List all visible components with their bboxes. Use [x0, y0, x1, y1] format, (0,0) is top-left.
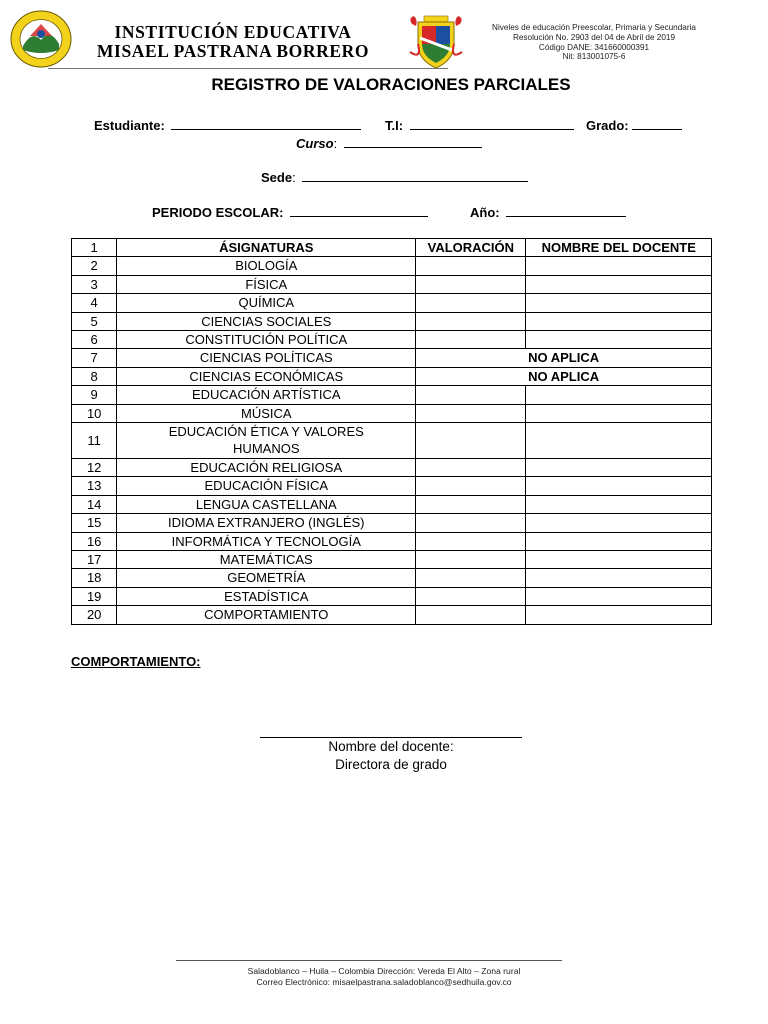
row-number: 14	[72, 495, 117, 513]
table-row	[72, 550, 712, 568]
table-row	[72, 587, 712, 605]
grade-cell[interactable]	[416, 404, 526, 422]
table-row	[72, 386, 712, 404]
row-number: 2	[72, 257, 117, 275]
id-label: T.I:	[385, 118, 404, 133]
course-blank[interactable]	[344, 136, 482, 148]
table-row	[72, 606, 712, 624]
teacher-name-cell[interactable]	[526, 331, 712, 349]
grade-cell[interactable]	[416, 294, 526, 312]
subject-name: MATEMÁTICAS	[117, 550, 416, 568]
header-subjects: ÁSIGNATURAS	[117, 239, 416, 257]
school-period-field	[152, 205, 428, 220]
row-number: 18	[72, 569, 117, 587]
teacher-name-cell[interactable]	[526, 569, 712, 587]
table-row	[72, 367, 712, 385]
course-colon: :	[333, 136, 338, 151]
row-number: 16	[72, 532, 117, 550]
year-label: Año:	[470, 205, 500, 220]
grade-cell[interactable]	[416, 423, 526, 459]
subject-name: GEOMETRÍA	[117, 569, 416, 587]
row-number: 6	[72, 331, 117, 349]
teacher-name-cell[interactable]	[526, 514, 712, 532]
institution-info	[478, 23, 710, 62]
campus-blank[interactable]	[302, 170, 528, 182]
institution-name-line1: INSTITUCIÓN EDUCATIVA	[114, 22, 352, 42]
grade-cell[interactable]	[416, 606, 526, 624]
subject-name: INFORMÁTICA Y TECNOLOGÍA	[117, 532, 416, 550]
document-title: REGISTRO DE VALORACIONES PARCIALES	[211, 75, 571, 94]
footer-address: Saladoblanco – Huila – Colombia Dirección: Vereda El Alto – Zona rural	[247, 966, 521, 976]
grade-cell[interactable]	[416, 312, 526, 330]
table-row	[72, 514, 712, 532]
grade-cell[interactable]	[416, 257, 526, 275]
grade-cell[interactable]	[416, 331, 526, 349]
table-row	[72, 275, 712, 293]
row-number: 12	[72, 458, 117, 476]
subject-name: CONSTITUCIÓN POLÍTICA	[117, 331, 416, 349]
header-teacher: NOMBRE DEL DOCENTE	[526, 239, 712, 257]
grade-cell[interactable]	[416, 514, 526, 532]
teacher-name-cell[interactable]	[526, 495, 712, 513]
teacher-name-label: Nombre del docente:	[328, 739, 454, 754]
grade-level-blank[interactable]	[632, 118, 682, 130]
info-dane-code: Código DANE: 341660000391	[538, 42, 650, 52]
teacher-name-cell[interactable]	[526, 312, 712, 330]
grade-cell[interactable]	[416, 386, 526, 404]
subject-name: BIOLOGÍA	[117, 257, 416, 275]
teacher-name-cell[interactable]	[526, 587, 712, 605]
grade-cell[interactable]	[416, 569, 526, 587]
table-row	[72, 569, 712, 587]
id-blank[interactable]	[410, 118, 574, 130]
course-label: Curso	[296, 136, 334, 151]
table-header-row	[72, 239, 712, 257]
row-number: 8	[72, 367, 117, 385]
row-number: 4	[72, 294, 117, 312]
subject-name: CIENCIAS POLÍTICAS	[117, 349, 416, 367]
grade-cell[interactable]	[416, 477, 526, 495]
table-row	[72, 294, 712, 312]
subject-name: MÚSICA	[117, 404, 416, 422]
campus-field	[261, 170, 528, 185]
table-row	[72, 532, 712, 550]
not-applicable-note: NO APLICA	[416, 367, 712, 385]
table-row	[72, 458, 712, 476]
school-seal-logo	[10, 10, 72, 68]
table-row	[72, 423, 712, 459]
grade-cell[interactable]	[416, 275, 526, 293]
subject-name: CIENCIAS ECONÓMICAS	[117, 367, 416, 385]
school-period-blank[interactable]	[290, 205, 428, 217]
table-row	[72, 312, 712, 330]
id-field	[385, 118, 574, 133]
table-row	[72, 331, 712, 349]
grades-table	[71, 238, 712, 625]
header-number: 1	[72, 239, 117, 257]
campus-label: Sede	[261, 170, 293, 185]
teacher-name-cell[interactable]	[526, 477, 712, 495]
row-number: 7	[72, 349, 117, 367]
subject-name: QUÍMICA	[117, 294, 416, 312]
header-grade: VALORACIÓN	[416, 239, 526, 257]
subject-name: EDUCACIÓN FÍSICA	[117, 477, 416, 495]
table-row	[72, 477, 712, 495]
table-row	[72, 404, 712, 422]
subject-name: LENGUA CASTELLANA	[117, 495, 416, 513]
row-number: 11	[72, 423, 117, 459]
grade-cell[interactable]	[416, 495, 526, 513]
info-levels: Niveles de educación Preescolar, Primaria y Secundaria	[492, 23, 696, 32]
teacher-name-cell[interactable]	[526, 550, 712, 568]
info-resolution: Resolución No. 2903 del 04 de Abril de 2019	[512, 32, 676, 42]
grade-level-field	[586, 118, 682, 133]
subject-name: IDIOMA EXTRANJERO (INGLÉS)	[117, 514, 416, 532]
row-number: 19	[72, 587, 117, 605]
subject-name: EDUCACIÓN ÉTICA Y VALORES HUMANOS	[117, 423, 416, 459]
teacher-name-cell[interactable]	[526, 532, 712, 550]
teacher-name-cell[interactable]	[526, 423, 712, 459]
school-period-label: PERIODO ESCOLAR:	[152, 205, 284, 220]
subject-name: COMPORTAMIENTO	[117, 606, 416, 624]
teacher-name-cell[interactable]	[526, 458, 712, 476]
info-nit: Nit: 813001075-6	[562, 52, 626, 62]
table-row	[72, 349, 712, 367]
institution-name-line2: MISAEL PASTRANA BORRERO	[96, 41, 370, 61]
year-blank[interactable]	[506, 205, 626, 217]
row-number: 13	[72, 477, 117, 495]
row-number: 17	[72, 550, 117, 568]
signature-line	[260, 737, 522, 738]
teacher-name-cell[interactable]	[526, 404, 712, 422]
teacher-name-cell[interactable]	[526, 257, 712, 275]
course-field	[296, 136, 482, 151]
row-number: 15	[72, 514, 117, 532]
grade-cell[interactable]	[416, 550, 526, 568]
subject-name: EDUCACIÓN ARTÍSTICA	[117, 386, 416, 404]
teacher-name-cell[interactable]	[526, 275, 712, 293]
year-field	[470, 205, 626, 220]
teacher-name-cell[interactable]	[526, 294, 712, 312]
row-number: 10	[72, 404, 117, 422]
footer-contact	[150, 966, 618, 988]
teacher-name-cell[interactable]	[526, 606, 712, 624]
coat-of-arms-logo	[406, 14, 466, 70]
header-divider	[48, 68, 448, 69]
grade-cell[interactable]	[416, 587, 526, 605]
student-label: Estudiante:	[94, 118, 165, 133]
table-row	[72, 495, 712, 513]
subject-name: CIENCIAS SOCIALES	[117, 312, 416, 330]
teacher-name-cell[interactable]	[526, 386, 712, 404]
behavior-label: COMPORTAMIENTO:	[71, 654, 201, 669]
grade-cell[interactable]	[416, 458, 526, 476]
row-number: 5	[72, 312, 117, 330]
not-applicable-note: NO APLICA	[416, 349, 712, 367]
subject-name: FÍSICA	[117, 275, 416, 293]
subject-name: EDUCACIÓN RELIGIOSA	[117, 458, 416, 476]
subject-name: ESTADÍSTICA	[117, 587, 416, 605]
row-number: 3	[72, 275, 117, 293]
footer-divider	[176, 960, 562, 961]
campus-colon: :	[292, 170, 296, 185]
grade-level-label: Grado:	[586, 118, 629, 133]
homeroom-teacher-label: Directora de grado	[335, 757, 447, 772]
row-number: 9	[72, 386, 117, 404]
row-number: 20	[72, 606, 117, 624]
table-row	[72, 257, 712, 275]
student-blank[interactable]	[171, 118, 361, 130]
grade-cell[interactable]	[416, 532, 526, 550]
student-field	[94, 118, 361, 133]
footer-email: Correo Electrónico: misaelpastrana.saladoblanco@sedhuila.gov.co	[256, 977, 512, 987]
